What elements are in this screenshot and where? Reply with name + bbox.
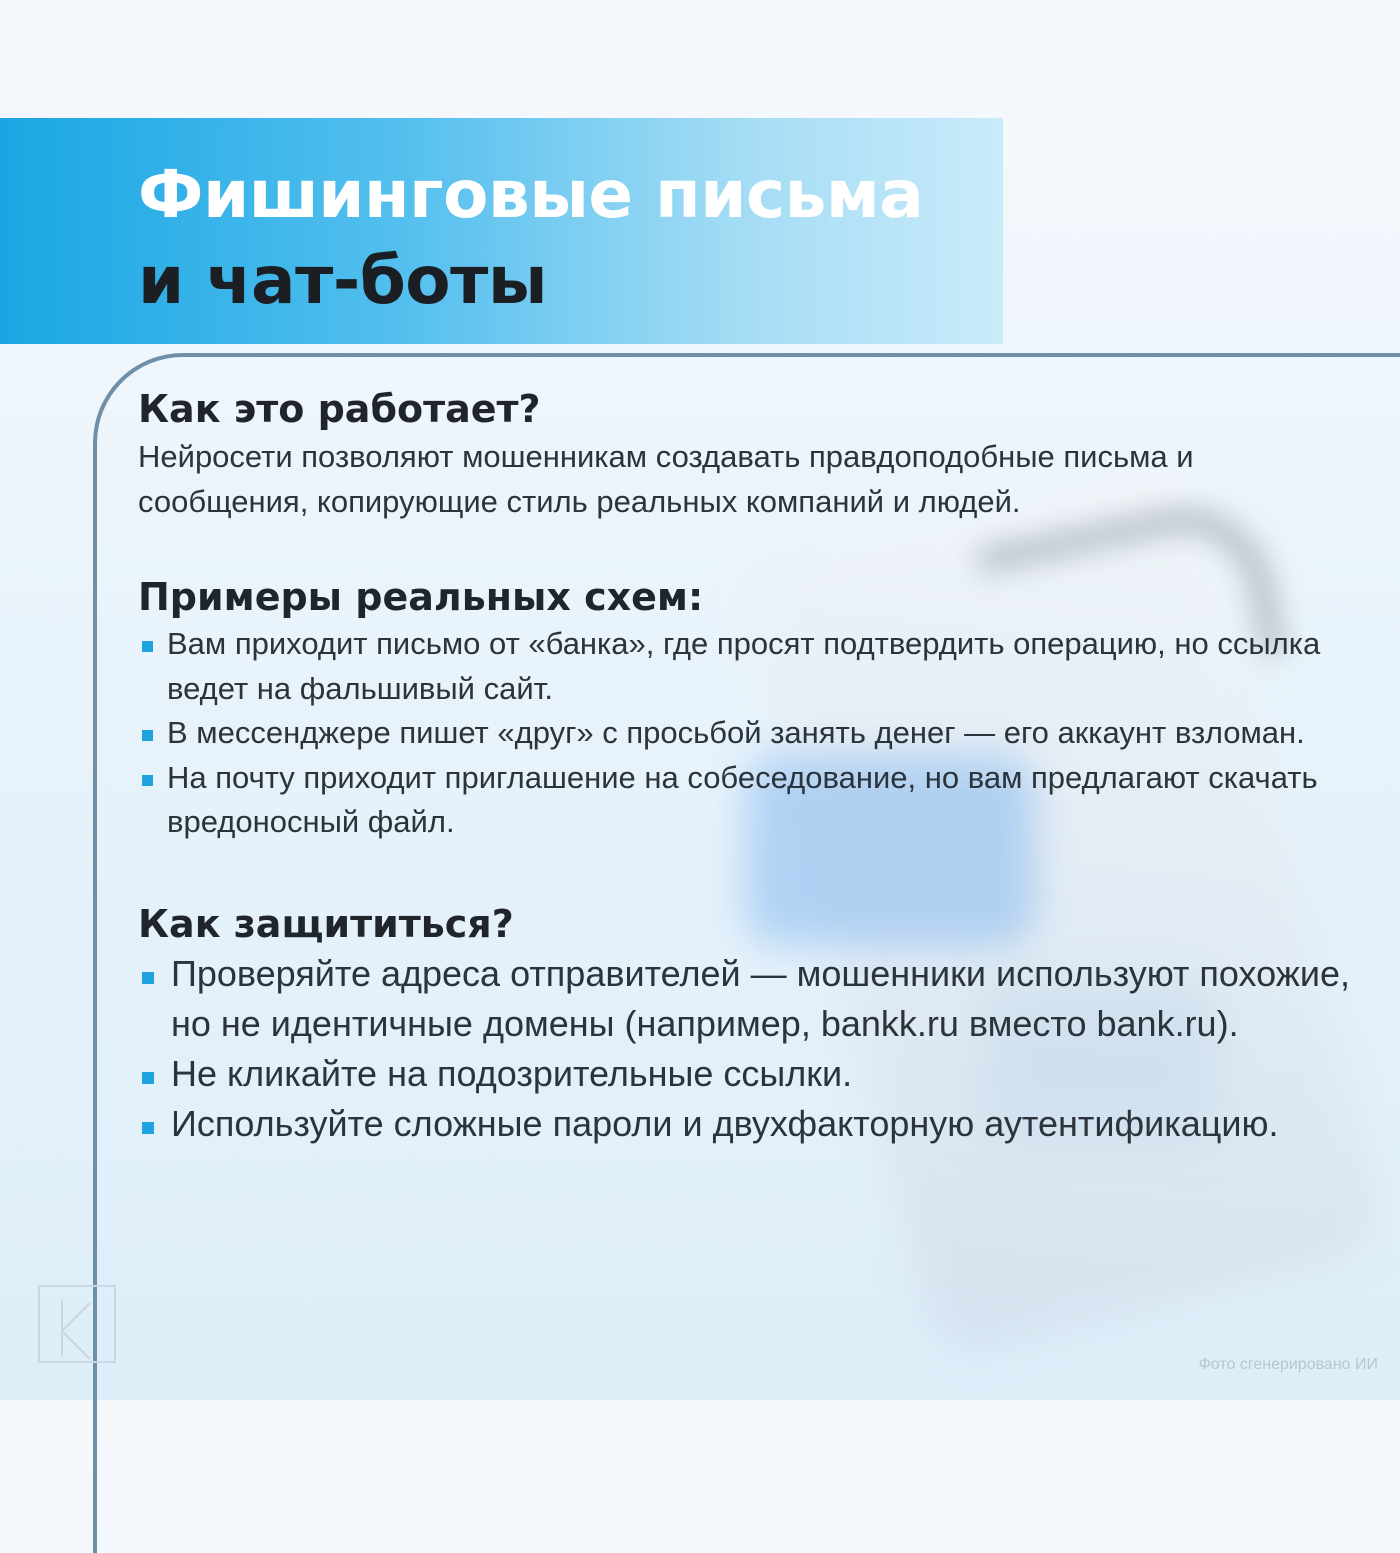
photo-caption: Фото сгенерировано ИИ — [1198, 1356, 1378, 1373]
square-bullet-icon — [142, 1072, 154, 1084]
section-examples — [138, 572, 1358, 845]
list-item — [138, 711, 1358, 756]
list-item-text: Не кликайте на подозрительные ссылки. — [171, 1052, 853, 1094]
how-it-works-heading: Как это работает? — [138, 387, 541, 431]
list-item-text: На почту приходит приглашение на собеседование, но вам предлагают скачать вредоносный файл. — [167, 759, 1318, 839]
list-item-text: Вам приходит письмо от «банка», где просят подтвердить операцию, но ссылка ведет на фальшивый сайт. — [167, 626, 1321, 706]
list-item-text: Проверяйте адреса отправителей — мошенники используют похожие, но не идентичные домены (например, bankk.ru вместо bank.ru). — [171, 952, 1350, 1044]
square-bullet-icon — [142, 775, 153, 786]
page-title — [138, 152, 923, 324]
list-item — [138, 949, 1358, 1049]
section-how-it-works — [138, 384, 1358, 524]
examples-heading: Примеры реальных схем: — [138, 575, 704, 619]
page-title-line-2: и чат-боты — [138, 242, 548, 319]
square-bullet-icon — [142, 730, 153, 741]
protection-list — [138, 949, 1358, 1149]
list-item-text: Используйте сложные пароли и двухфакторную аутентификацию. — [171, 1102, 1279, 1144]
list-item — [138, 1049, 1358, 1099]
page-title-line-1: Фишинговые письма — [138, 156, 924, 233]
list-item — [138, 756, 1358, 845]
square-bullet-icon — [142, 972, 154, 984]
section-protection — [138, 899, 1358, 1149]
k-letter-icon — [38, 1285, 116, 1363]
content-panel — [138, 384, 1358, 1149]
list-item — [138, 1099, 1358, 1149]
square-bullet-icon — [142, 1122, 154, 1134]
list-item — [138, 622, 1358, 711]
list-item-text: В мессенджере пишет «друг» с просьбой занять денег — его аккаунт взломан. — [167, 715, 1305, 750]
square-bullet-icon — [142, 641, 153, 652]
examples-list — [138, 622, 1358, 845]
how-it-works-text: Нейросети позволяют мошенникам создавать правдоподобные письма и сообщения, копирующие стиль реальных компаний и людей. — [138, 439, 1194, 519]
protection-heading: Как защититься? — [138, 901, 514, 946]
